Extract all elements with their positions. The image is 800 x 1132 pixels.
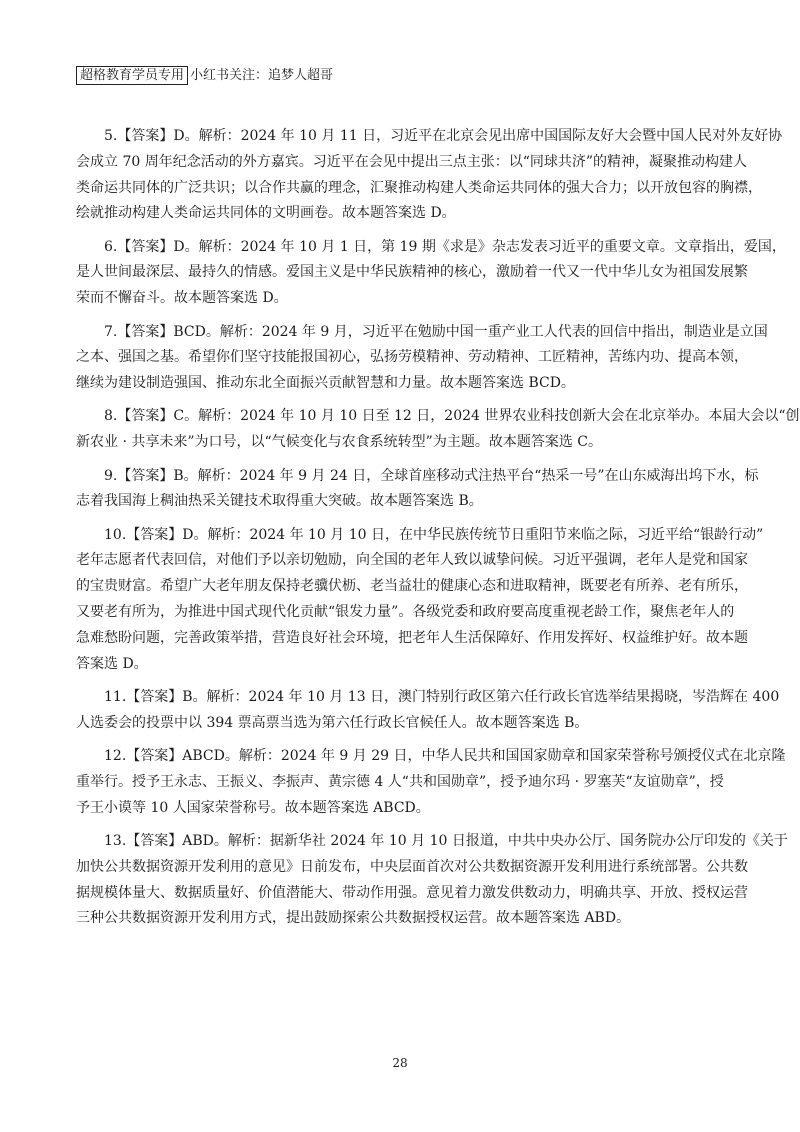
paragraph-line: 重举行。授予王永志、王振义、李振声、黄宗德 4 人“共和国勋章”，授予迪尔玛 · 罗塞芙“友谊勋章”，授	[76, 773, 724, 790]
paragraph-line: 答案选 D。	[76, 655, 148, 672]
paragraph-line: 老年志愿者代表回信，对他们予以亲切勉励，向全国的老年人致以诚挚问候。习近平强调，老年人是党和国家	[76, 552, 748, 569]
paragraph-line: 类命运共同体的广泛共识；以合作共赢的理念，汇聚推动构建人类命运共同体的强大合力；以开放包容的胸襟，	[76, 179, 762, 196]
paragraph-line: 6.【答案】D。解析：2024 年 10 月 1 日，第 19 期《求是》杂志发表习近平的重要文章。文章指出，爱国，	[104, 238, 786, 255]
answer-explanations	[76, 124, 800, 940]
paragraph-line: 8.【答案】C。解析：2024 年 10 月 10 日至 12 日，2024 世界农业科技创新大会在北京举办。本届大会以“创	[104, 408, 800, 425]
header-note: 小红书关注：追梦人超哥	[190, 67, 334, 83]
paragraph-line: 继续为建设制造强国、推动东北全面振兴贡献智慧和力量。故本题答案选 BCD。	[76, 375, 575, 392]
paragraph-line: 5.【答案】D。解析：2024 年 10 月 11 日，习近平在北京会见出席中国国际友好大会暨中国人民对外友好协	[104, 128, 783, 144]
paragraph-line: 12.【答案】ABCD。解析：2024 年 9 月 29 日，中华人民共和国国家勋章和国家荣誉称号颁授仪式在北京隆	[104, 748, 786, 765]
answer-paragraph-9	[76, 464, 759, 516]
paragraph-line: 13.【答案】ABD。解析：据新华社 2024 年 10 月 10 日报道，中共中央办公厅、国务院办公厅印发的《关于	[104, 832, 788, 849]
paragraph-line: 9.【答案】B。解析：2024 年 9 月 24 日，全球首座移动式注热平台“热采一号”在山东威海出坞下水，标	[104, 467, 759, 484]
paragraph-line: 7.【答案】BCD。解析：2024 年 9 月，习近平在勉励中国一重产业工人代表的回信中指出，制造业是立国	[104, 323, 768, 340]
paragraph-line: 新农业 · 共享未来”为口号，以“气候变化与农食系统转型”为主题。故本题答案选 C。	[76, 434, 602, 451]
paragraph-line: 绘就推动构建人类命运共同体的文明画卷。故本题答案选 D。	[76, 205, 456, 222]
paragraph-line: 荣而不懈奋斗。故本题答案选 D。	[76, 290, 288, 307]
paragraph-line: 加快公共数据资源开发利用的意见》日前发布，中央层面首次对公共数据资源开发利用进行系统部署。公共数	[76, 858, 748, 875]
paragraph-line: 11.【答案】B。解析：2024 年 10 月 13 日，澳门特别行政区第六任行政长官选举结果揭晓，岑浩辉在 400	[104, 688, 780, 705]
paragraph-line: 志着我国海上稠油热采关键技术取得重大突破。故本题答案选 B。	[76, 493, 483, 510]
page-header	[76, 66, 333, 85]
header-boxed-label: 超格教育学员专用	[76, 66, 188, 85]
answer-paragraph-13	[76, 829, 788, 932]
paragraph-line: 予王小谟等 10 人国家荣誉称号。故本题答案选 ABCD。	[76, 799, 430, 816]
answer-paragraph-5	[76, 124, 783, 227]
paragraph-line: 急难愁盼问题，完善政策举措，营造良好社会环境，把老年人生活保障好、作用发挥好、权益维护好。故本题	[76, 629, 748, 646]
answer-paragraph-8	[76, 404, 800, 456]
paragraph-line: 是人世间最深层、最持久的情感。爱国主义是中华民族精神的核心，激励着一代又一代中华儿女为祖国发展繁	[76, 264, 748, 281]
paragraph-line: 之本、强国之基。希望你们坚守技能报国初心，弘扬劳模精神、劳动精神、工匠精神，苦练内功、提高本领，	[76, 349, 748, 366]
page-number: 28	[392, 1056, 408, 1070]
paragraph-line: 人选委会的投票中以 394 票高票当选为第六任行政长官候任人。故本题答案选 B。	[76, 714, 589, 731]
paragraph-line: 的宝贵财富。希望广大老年朋友保持老骥伏枥、老当益壮的健康心态和进取精神，既要老有所养、老有所乐，	[76, 578, 748, 595]
answer-paragraph-10	[76, 523, 764, 678]
paragraph-line: 会成立 70 周年纪念活动的外方嘉宾。习近平在会见中提出三点主张：以“同球共济”的精神，凝聚推动构建人	[76, 153, 748, 170]
paragraph-line: 三种公共数据资源开发利用方式，提出鼓励探索公共数据授权运营。故本题答案选 ABD。	[76, 910, 631, 927]
answer-paragraph-11	[76, 685, 780, 737]
paragraph-line: 据规模体量大、数据质量好、价值潜能大、带动作用强。意见着力激发供数动力，明确共享、开放、授权运营	[76, 884, 748, 901]
answer-paragraph-6	[76, 235, 786, 312]
answer-paragraph-12	[76, 744, 786, 821]
answer-paragraph-7	[76, 320, 768, 397]
paragraph-line: 又要老有所为，为推进中国式现代化贡献“银发力量”。各级党委和政府要高度重视老龄工作，聚焦老年人的	[76, 604, 735, 621]
paragraph-line: 10.【答案】D。解析：2024 年 10 月 10 日，在中华民族传统节日重阳节来临之际，习近平给“银龄行动”	[104, 526, 764, 543]
